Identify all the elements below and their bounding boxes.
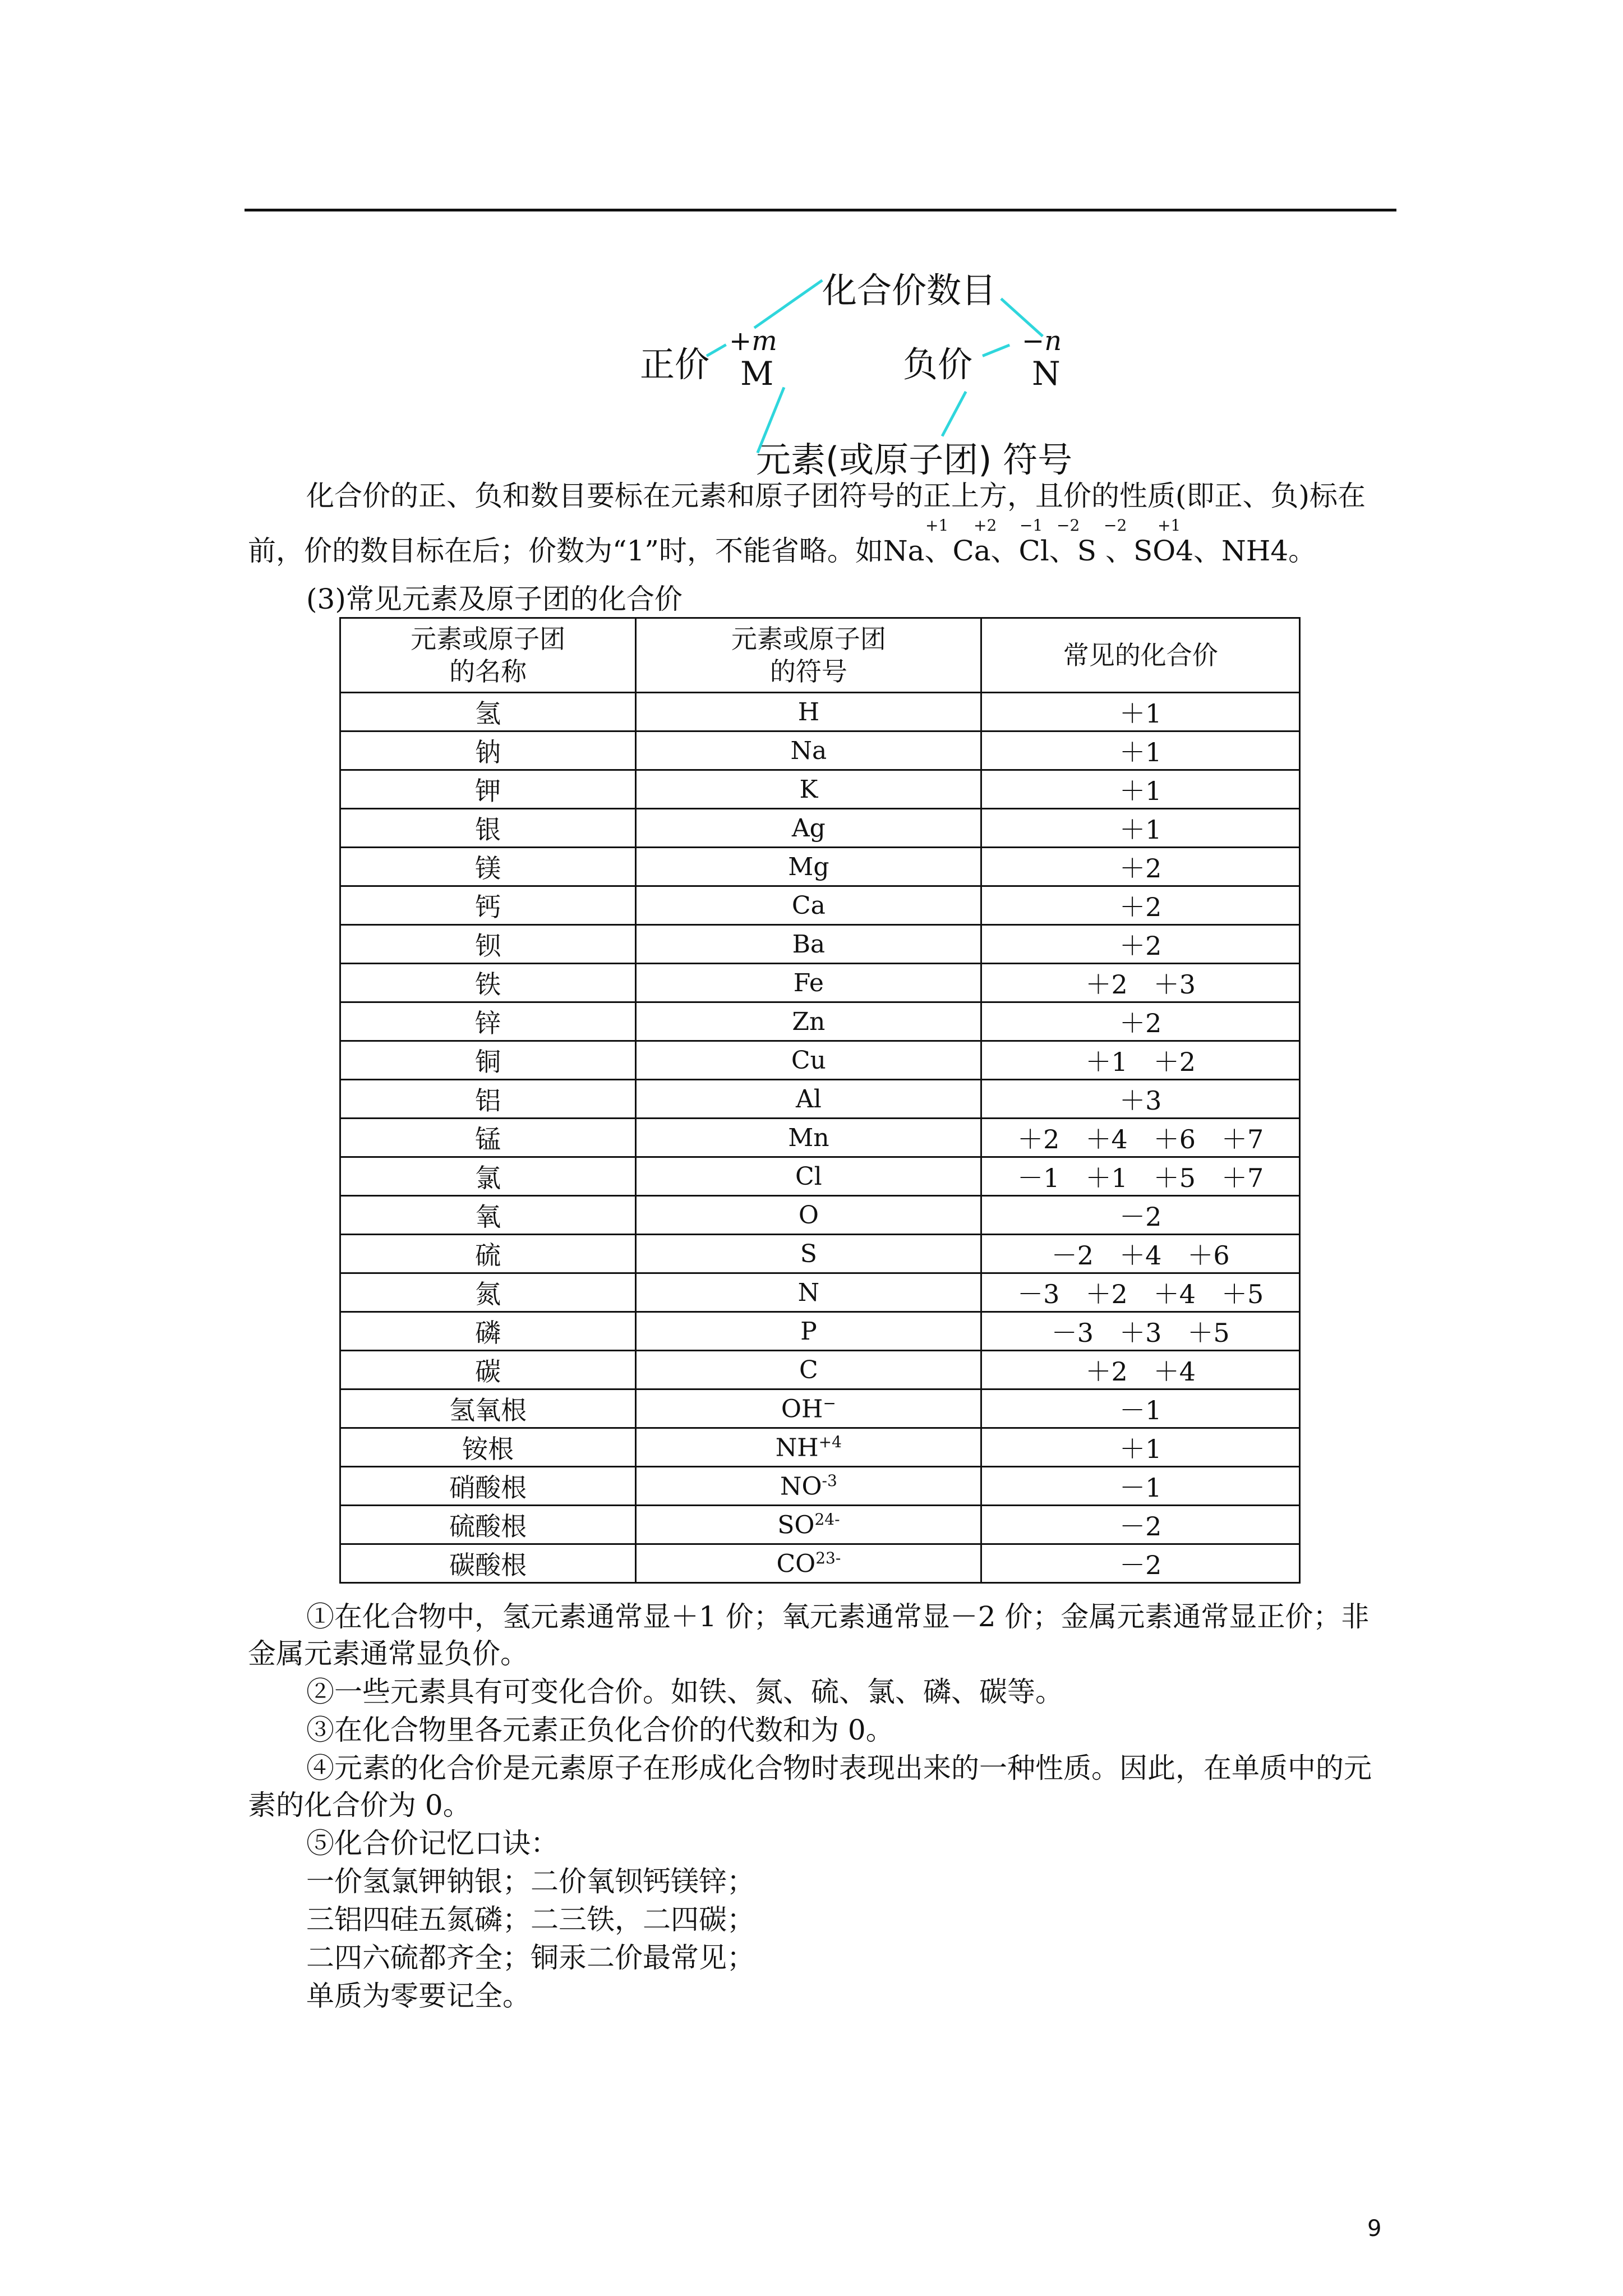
cell-name: 铁	[340, 964, 636, 1002]
cell-valence: ＋1	[981, 809, 1300, 848]
table-row	[340, 1428, 1300, 1467]
cell-valence: ＋1	[981, 1428, 1300, 1467]
cell-symbol-superscript: +4	[818, 1432, 842, 1451]
cell-valence: ＋3	[981, 1080, 1300, 1119]
cell-symbol-superscript: 23-	[815, 1548, 841, 1567]
cell-valence: －1 ＋1 ＋5 ＋7	[981, 1157, 1300, 1196]
cell-name: 铵根	[340, 1428, 636, 1467]
diagram-positive-symbol: M	[740, 355, 774, 393]
table-row	[340, 731, 1300, 770]
cell-symbol: $CO^{23-}$	[636, 1544, 981, 1583]
table-row	[340, 770, 1300, 809]
cell-valence: ＋1	[981, 731, 1300, 770]
cell-valence: ＋1	[981, 770, 1300, 809]
cell-valence: ＋2	[981, 848, 1300, 886]
diagram-negative-superscript: −n	[1022, 325, 1062, 357]
table-row	[340, 1119, 1300, 1157]
cell-valence: ＋1	[981, 693, 1300, 731]
cell-valence: －1	[981, 1389, 1300, 1428]
cell-name: 钾	[340, 770, 636, 809]
cell-symbol: K	[636, 770, 981, 809]
cell-name: 铜	[340, 1041, 636, 1080]
cell-valence: －2	[981, 1506, 1300, 1544]
cell-valence: －1	[981, 1467, 1300, 1506]
table-row	[340, 1351, 1300, 1389]
cell-name: 碳酸根	[340, 1544, 636, 1583]
cell-valence: ＋2	[981, 925, 1300, 964]
diagram-line-bottom-right	[941, 391, 967, 437]
cell-name: 磷	[340, 1312, 636, 1351]
cell-valence: －2 ＋4 ＋6	[981, 1235, 1300, 1273]
cell-symbol: OH−	[636, 1389, 981, 1428]
note-line: 单质为零要记全。	[306, 1980, 531, 2012]
cell-symbol: Ba	[636, 925, 981, 964]
table-row	[340, 886, 1300, 925]
table-row	[340, 1080, 1300, 1119]
cell-symbol: Zn	[636, 1002, 981, 1041]
note-line: ①在化合物中，氢元素通常显＋1 价；氧元素通常显－2 价；金属元素通常显正价；非	[306, 1600, 1370, 1633]
table-row	[340, 1157, 1300, 1196]
example-valence: +1	[925, 516, 949, 535]
table-row	[340, 1002, 1300, 1041]
cell-name: 氢氧根	[340, 1389, 636, 1428]
cell-name: 钡	[340, 925, 636, 964]
table-row	[340, 964, 1300, 1002]
cell-valence: ＋2 ＋4 ＋6 ＋7	[981, 1119, 1300, 1157]
intro-line-2: 前，价的数目标在后；价数为“1”时，不能省略。如Na、Ca、Cl、S 、SO4、NH4。	[248, 535, 1317, 567]
cell-name: 氧	[340, 1196, 636, 1235]
note-line: ⑤化合价记忆口诀：	[306, 1827, 559, 1860]
table-row	[340, 693, 1300, 731]
cell-symbol: Fe	[636, 964, 981, 1002]
table-row	[340, 1041, 1300, 1080]
cell-valence: ＋1 ＋2	[981, 1041, 1300, 1080]
cell-valence: ＋2 ＋4	[981, 1351, 1300, 1389]
cell-symbol: H	[636, 693, 981, 731]
cell-valence: －3 ＋2 ＋4 ＋5	[981, 1273, 1300, 1312]
cell-name: 锌	[340, 1002, 636, 1041]
example-valence: −1	[1020, 516, 1043, 535]
cell-symbol: Al	[636, 1080, 981, 1119]
cell-symbol: $NH^{+4}$	[636, 1428, 981, 1467]
cell-symbol: Na	[636, 731, 981, 770]
cell-symbol-superscript: -3	[822, 1471, 837, 1490]
note-line: ③在化合物里各元素正负化合价的代数和为 0。	[306, 1714, 894, 1746]
header-symbol: 元素或原子团的符号	[636, 618, 981, 693]
cell-symbol: Ag	[636, 809, 981, 848]
cell-name: 银	[340, 809, 636, 848]
cell-name: 硫	[340, 1235, 636, 1273]
table-row	[340, 1273, 1300, 1312]
cell-valence: ＋2	[981, 1002, 1300, 1041]
header-valence: 常见的化合价	[981, 618, 1300, 693]
diagram-top-label: 化合价数目	[822, 270, 997, 311]
cell-symbol: S	[636, 1235, 981, 1273]
cell-symbol: O	[636, 1196, 981, 1235]
header-name: 元素或原子团的名称	[340, 618, 636, 693]
cell-symbol: Mg	[636, 848, 981, 886]
note-line: 素的化合价为 0。	[248, 1789, 471, 1821]
cell-name: 铝	[340, 1080, 636, 1119]
cell-name: 钠	[340, 731, 636, 770]
cell-symbol: Mn	[636, 1119, 981, 1157]
cell-valence: －2	[981, 1196, 1300, 1235]
cell-symbol-superscript: −	[823, 1393, 836, 1412]
table-row	[340, 925, 1300, 964]
cell-name: 氯	[340, 1157, 636, 1196]
valence-notation-diagram	[0, 0, 1623, 482]
cell-symbol: $SO^{24-}$	[636, 1506, 981, 1544]
cell-symbol: Ca	[636, 886, 981, 925]
diagram-negative-label: 负价	[903, 344, 973, 385]
cell-valence: ＋2	[981, 886, 1300, 925]
cell-symbol-superscript: 24-	[814, 1510, 840, 1529]
cell-valence: －2	[981, 1544, 1300, 1583]
table-header-row	[340, 618, 1300, 693]
cell-symbol: C	[636, 1351, 981, 1389]
diagram-negative-symbol: N	[1032, 355, 1061, 393]
table-row	[340, 1196, 1300, 1235]
intro-line-1: 化合价的正、负和数目要标在元素和原子团符号的正上方，且价的性质(即正、负)标在	[306, 480, 1366, 512]
example-valence: −2	[1104, 516, 1127, 535]
example-valence: +1	[1158, 516, 1181, 535]
diagram-positive-label: 正价	[640, 344, 710, 385]
note-line: 一价氢氯钾钠银；二价氧钡钙镁锌；	[306, 1865, 755, 1898]
table-row	[340, 1235, 1300, 1273]
cell-name: 碳	[340, 1351, 636, 1389]
section-title: (3)常见元素及原子团的化合价	[306, 583, 683, 615]
example-valence: +2	[974, 516, 997, 535]
cell-symbol: P	[636, 1312, 981, 1351]
diagram-positive-superscript: +m	[729, 325, 777, 357]
cell-valence: －3 ＋3 ＋5	[981, 1312, 1300, 1351]
page-number: 9	[1367, 2216, 1382, 2242]
cell-name: 镁	[340, 848, 636, 886]
diagram-line-top-left	[754, 279, 823, 329]
note-line: 二四六硫都齐全；铜汞二价最常见；	[306, 1941, 755, 1974]
table-row	[340, 1389, 1300, 1428]
valence-table	[339, 617, 1301, 1584]
cell-name: 硫酸根	[340, 1506, 636, 1544]
note-line: ②一些元素具有可变化合价。如铁、氮、硫、氯、磷、碳等。	[306, 1676, 1063, 1708]
note-line: 三铝四硅五氮磷；二三铁，二四碳；	[306, 1903, 755, 1936]
table-row	[340, 809, 1300, 848]
table-row	[340, 1506, 1300, 1544]
cell-symbol: Cu	[636, 1041, 981, 1080]
table-row	[340, 1312, 1300, 1351]
cell-symbol: N	[636, 1273, 981, 1312]
cell-valence: ＋2 ＋3	[981, 964, 1300, 1002]
note-line: 金属元素通常显负价。	[248, 1637, 528, 1670]
example-valence: −2	[1057, 516, 1080, 535]
diagram-arrow-negative	[982, 344, 1010, 357]
cell-name: 硝酸根	[340, 1467, 636, 1506]
cell-name: 氮	[340, 1273, 636, 1312]
cell-name: 锰	[340, 1119, 636, 1157]
diagram-bottom-label: 元素(或原子团) 符号	[756, 439, 1073, 480]
cell-symbol: Cl	[636, 1157, 981, 1196]
table-row	[340, 848, 1300, 886]
cell-symbol: $NO^{-3}$	[636, 1467, 981, 1506]
table-row	[340, 1467, 1300, 1506]
note-line: ④元素的化合价是元素原子在形成化合物时表现出来的一种性质。因此，在单质中的元	[306, 1752, 1372, 1784]
cell-name: 氢	[340, 693, 636, 731]
cell-name: 钙	[340, 886, 636, 925]
table-row	[340, 1544, 1300, 1583]
